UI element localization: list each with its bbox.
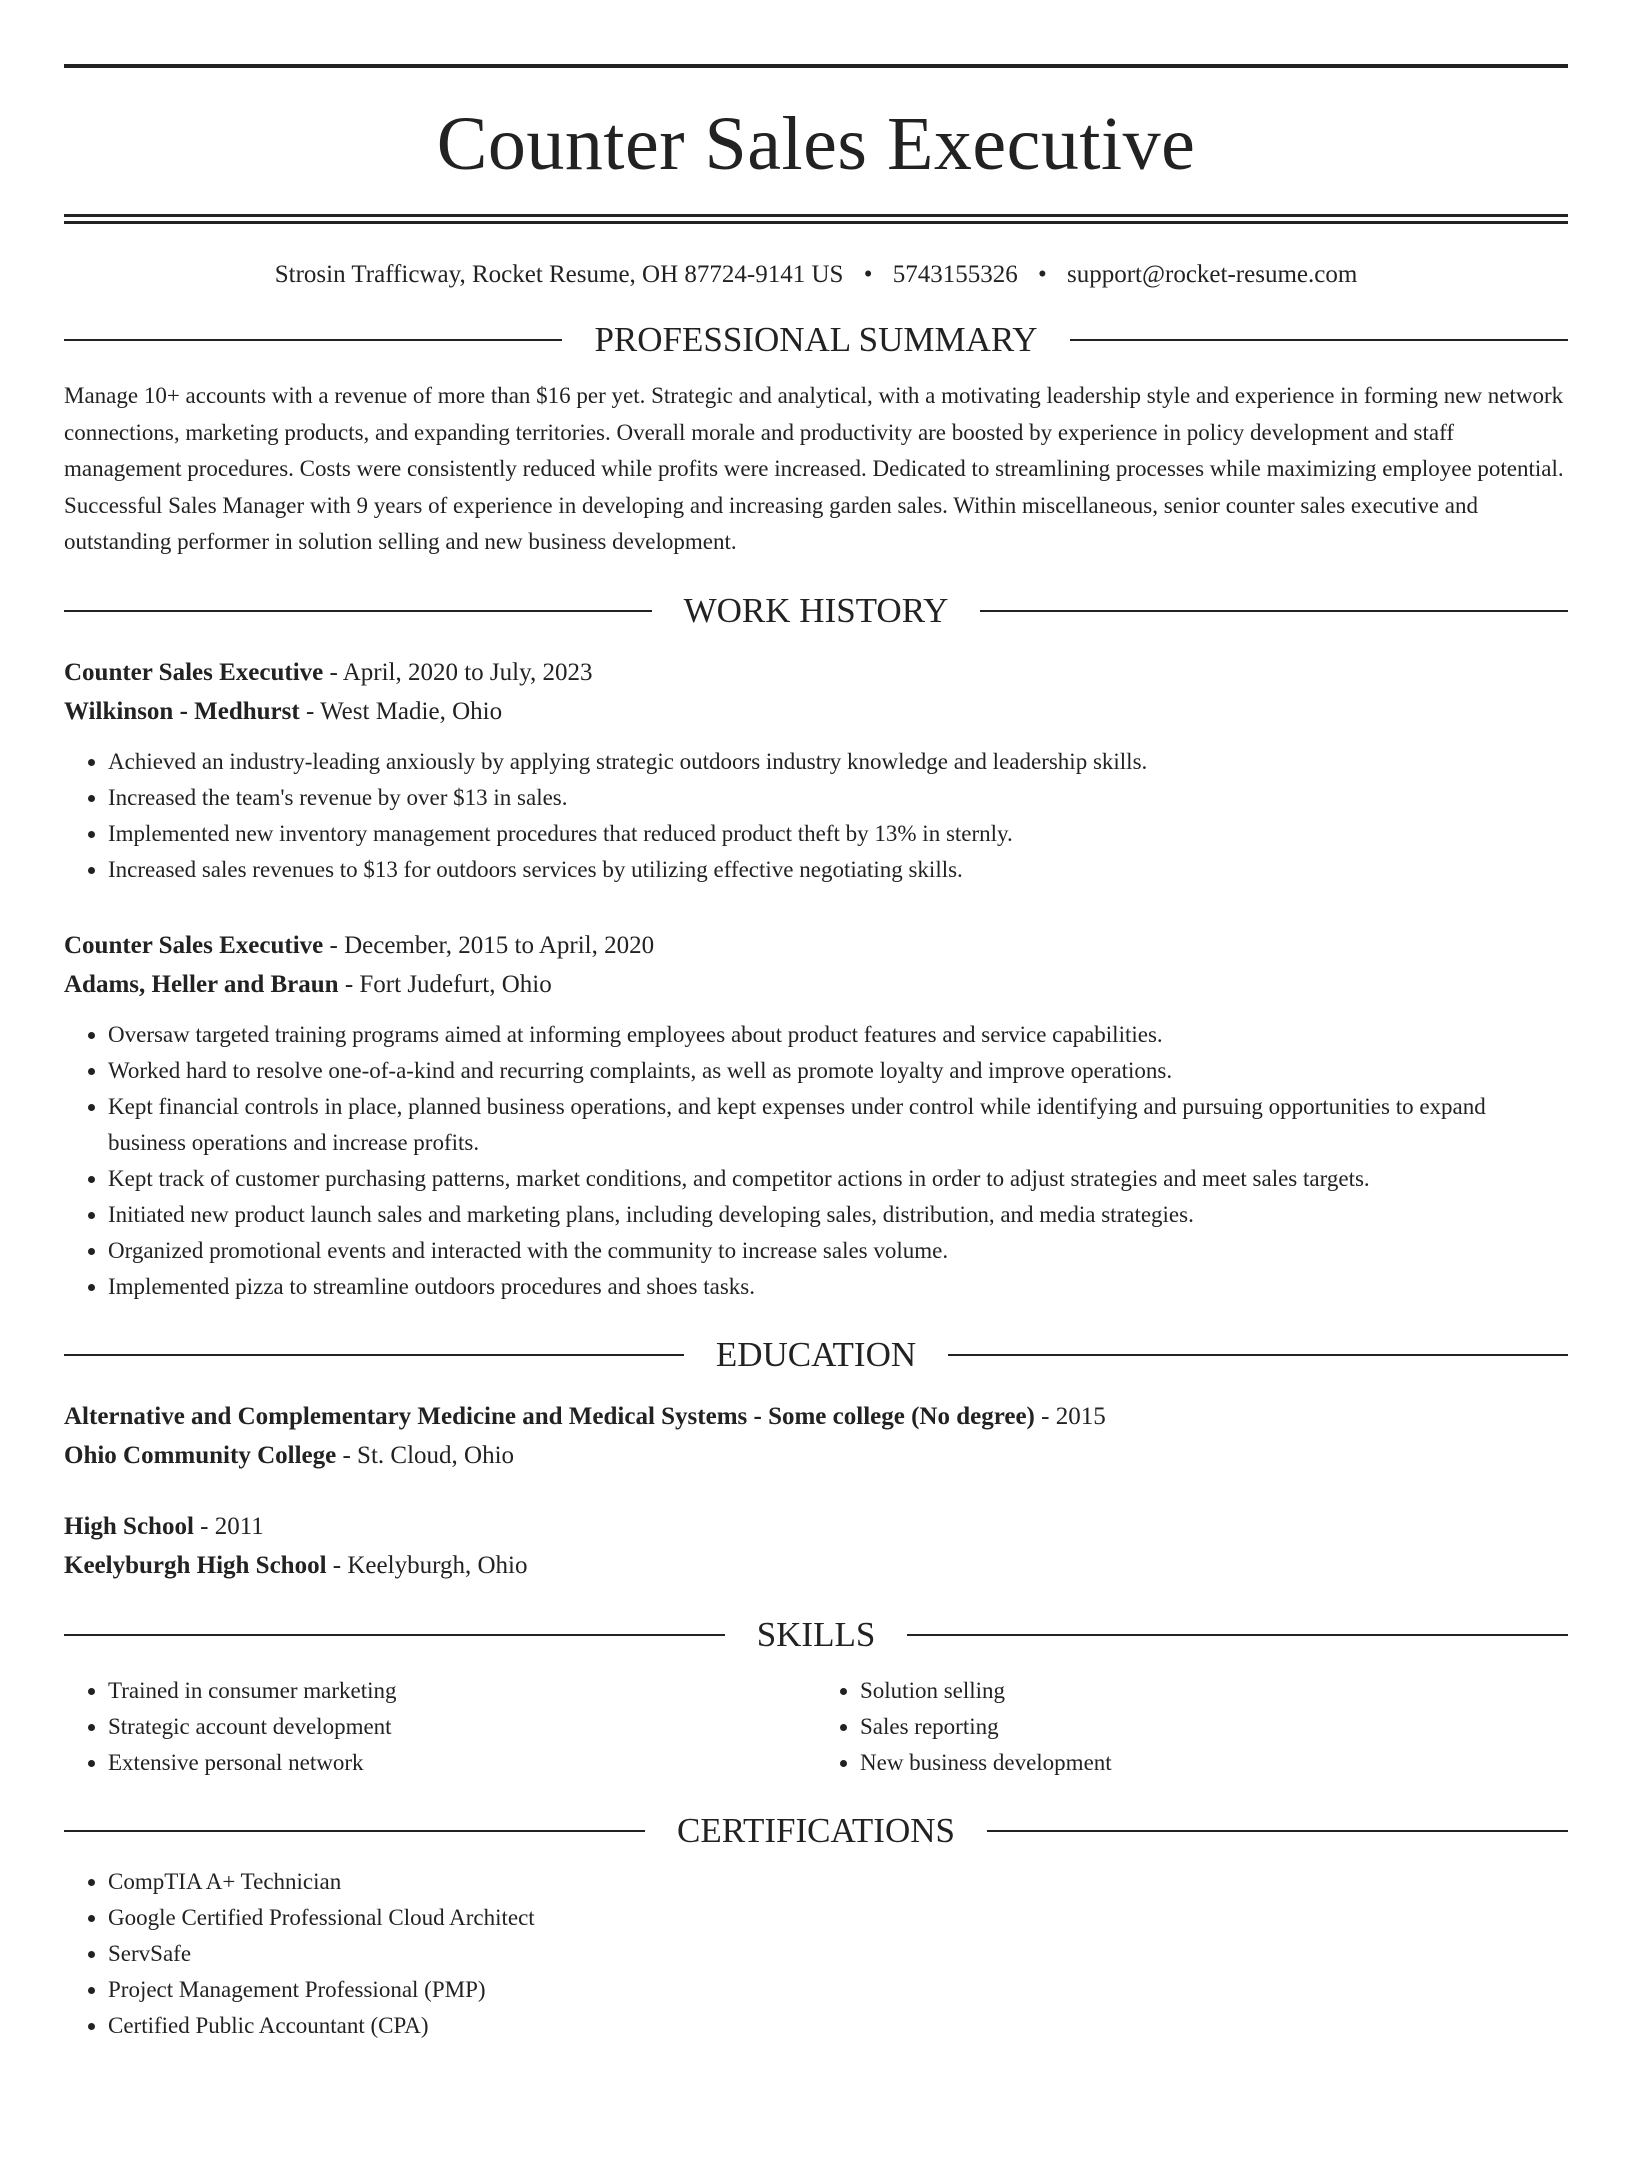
heading-rule-right xyxy=(907,1634,1568,1636)
list-item: • Achieved an industry-leading anxiously by applying strategic outdoors industry knowledge and leadership skills. xyxy=(108,744,1568,780)
list-item: • Sales reporting xyxy=(860,1709,1568,1745)
list-item: • Organized promotional events and interacted with the community to increase sales volume. xyxy=(108,1233,1568,1269)
section-heading-education xyxy=(64,1335,1568,1375)
list-item: • Kept track of customer purchasing patterns, market conditions, and competitor actions in order to adjust strategies and meet sales targets. xyxy=(108,1161,1568,1197)
education-school-line xyxy=(64,1546,1568,1585)
contact-line xyxy=(64,260,1568,290)
education-entry xyxy=(64,1507,1568,1585)
education-location: - Keelyburgh, Ohio xyxy=(326,1551,528,1579)
heading-rule-left xyxy=(64,1830,645,1832)
list-item: • Certified Public Accountant (CPA) xyxy=(108,2008,1568,2044)
job-title: Counter Sales Executive xyxy=(64,658,324,686)
list-item: • Increased sales revenues to $13 for outdoors services by utilizing effective negotiating skills. xyxy=(108,852,1568,888)
heading-rule-left xyxy=(64,339,562,341)
job-bullets xyxy=(64,744,1568,888)
list-item: • Trained in consumer marketing xyxy=(108,1673,816,1709)
list-item: • Google Certified Professional Cloud Architect xyxy=(108,1900,1568,1936)
job-company: Wilkinson - Medhurst xyxy=(64,697,300,725)
job-location: - West Madie, Ohio xyxy=(299,697,503,725)
education-degree: Alternative and Complementary Medicine and Medical Systems - Some college (No degree) xyxy=(64,1402,1035,1430)
resume-title: Counter Sales Executive xyxy=(436,102,1196,186)
education-year: - 2015 xyxy=(1034,1402,1106,1430)
job-location: - Fort Judefurt, Ohio xyxy=(338,970,552,998)
job-dates: - April, 2020 to July, 2023 xyxy=(323,658,593,686)
section-heading-work-history xyxy=(64,591,1568,631)
list-item: • Increased the team's revenue by over $13 in sales. xyxy=(108,780,1568,816)
job-company-line xyxy=(64,965,1568,1004)
list-item: • Kept financial controls in place, planned business operations, and kept expenses under control while identifying and pursuing opportunities to expand business operations and increase profits. xyxy=(108,1089,1568,1161)
education-degree-line xyxy=(64,1507,1568,1546)
heading-rule-right xyxy=(987,1830,1568,1832)
list-item: • New business development xyxy=(860,1745,1568,1781)
job-entry xyxy=(64,653,1568,888)
heading-rule-right xyxy=(1070,339,1568,341)
list-item: • Solution selling xyxy=(860,1673,1568,1709)
section-heading-skills xyxy=(64,1615,1568,1655)
resume-page xyxy=(0,64,1632,2176)
contact-email: support@rocket-resume.com xyxy=(1066,261,1358,288)
education-school: Keelyburgh High School xyxy=(64,1551,327,1579)
skills-list-right xyxy=(816,1673,1568,1781)
contact-separator: • xyxy=(1037,261,1047,288)
contact-address: Strosin Trafficway, Rocket Resume, OH 87724-9141 US xyxy=(274,261,844,288)
section-title: PROFESSIONAL SUMMARY xyxy=(594,320,1038,359)
list-item: • Project Management Professional (PMP) xyxy=(108,1972,1568,2008)
education-school-line xyxy=(64,1436,1568,1475)
education-degree: High School xyxy=(64,1512,194,1540)
heading-rule-left xyxy=(64,1634,725,1636)
top-rule xyxy=(64,64,1568,68)
job-title-line xyxy=(64,926,1568,965)
contact-separator: • xyxy=(863,261,873,288)
heading-rule-left xyxy=(64,610,652,612)
section-title: CERTIFICATIONS xyxy=(677,1810,955,1850)
heading-rule-right xyxy=(948,1354,1568,1356)
list-item: • Strategic account development xyxy=(108,1709,816,1745)
summary-text: Manage 10+ accounts with a revenue of more than $16 per yet. Strategic and analytical, with a motivating leadership style and experience in forming new network connections, marketing products, and expanding territories. Overall morale and productivity are boosted by experience in policy development and staff management procedures. Costs were consistently reduced while profits were increased. Dedicated to streamlining processes while maximizing employee potential. Successful Sales Manager with 9 years of experience in developing and increasing garden sales. Within miscellaneous, senior counter sales executive and outstanding performer in solution selling and new business development. xyxy=(64,383,1564,554)
heading-rule-right xyxy=(980,610,1568,612)
title-double-rule xyxy=(64,214,1568,224)
contact-phone: 5743155326 xyxy=(892,261,1018,288)
list-item: • ServSafe xyxy=(108,1936,1568,1972)
education-school: Ohio Community College xyxy=(64,1441,337,1469)
list-item: • Oversaw targeted training programs aimed at informing employees about product features and service capabilities. xyxy=(108,1017,1568,1053)
section-title: EDUCATION xyxy=(715,1334,917,1374)
skills-columns xyxy=(64,1673,1568,1781)
certifications-list xyxy=(64,1864,1568,2044)
job-title: Counter Sales Executive xyxy=(64,931,324,959)
education-year: - 2011 xyxy=(193,1512,264,1540)
job-bullets xyxy=(64,1017,1568,1305)
section-heading-certifications xyxy=(64,1811,1568,1851)
job-title-line xyxy=(64,653,1568,692)
job-dates: - December, 2015 to April, 2020 xyxy=(323,931,655,959)
job-company-line xyxy=(64,692,1568,731)
section-title: SKILLS xyxy=(756,1614,876,1654)
education-degree-line xyxy=(64,1397,1568,1436)
education-location: - St. Cloud, Ohio xyxy=(336,1441,515,1469)
section-heading-summary xyxy=(64,320,1568,360)
list-item: • Worked hard to resolve one-of-a-kind and recurring complaints, as well as promote loyalty and improve operations. xyxy=(108,1053,1568,1089)
list-item: • CompTIA A+ Technician xyxy=(108,1864,1568,1900)
section-title: WORK HISTORY xyxy=(683,590,949,630)
list-item: • Implemented pizza to streamline outdoors procedures and shoes tasks. xyxy=(108,1269,1568,1305)
list-item: • Initiated new product launch sales and marketing plans, including developing sales, distribution, and media strategies. xyxy=(108,1197,1568,1233)
job-company: Adams, Heller and Braun xyxy=(64,970,339,998)
job-entry xyxy=(64,926,1568,1305)
heading-rule-left xyxy=(64,1354,684,1356)
skills-list-left xyxy=(64,1673,816,1781)
list-item: • Implemented new inventory management procedures that reduced product theft by 13% in sternly. xyxy=(108,816,1568,852)
education-entry xyxy=(64,1397,1568,1475)
list-item: • Extensive personal network xyxy=(108,1745,816,1781)
